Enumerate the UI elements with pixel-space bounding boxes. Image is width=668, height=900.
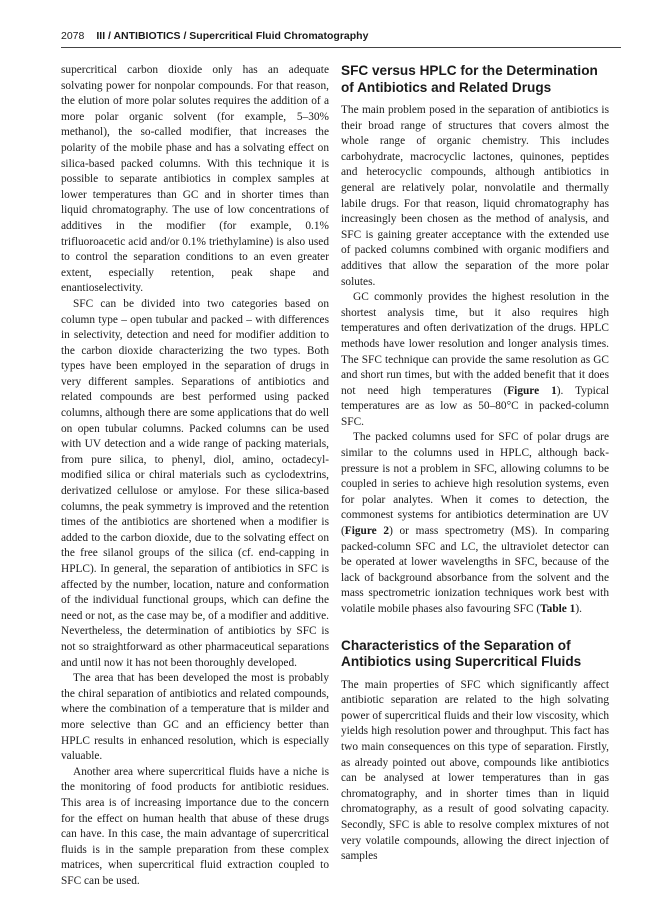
header-rule: [61, 47, 621, 48]
paragraph: supercritical carbon dioxide only has an adequate solvating power for nonpolar compounds. For that reason, the elution of more polar solutes requires the addition of a more polar organic solvent (for example, 5–30% methanol), the so-called modifier, that increases the polarity of the mobile phase and has a solvating effect on silica-based packed columns. With this technique it is possible to separate antibiotics in complex samples at lower temperatures than GC and in shorter times than liquid chromatography. The use of low concentrations of additives in the modifier (for example, 0.1% trifluoroacetic acid and/or 0.1% triethylamine) is also used to control the separation conditions to an even greater extent, especially retention, peak shape and enantioselectivity.: [61, 64, 329, 295]
text-run: ). Typical temperatures are as low as 50–80°C in packed-column SFC.: [341, 384, 609, 428]
text-run: ).: [575, 603, 582, 615]
left-column: [61, 63, 329, 889]
paragraph: The main properties of SFC which significantly affect antibiotic separation are related to the high solvating power of supercritical fluids and their low viscosity, which yields high resolution power and throughput. This fact has two main consequences on this type of separation. Firstly, as already pointed out above, compounds like antibiotics can be analysed at lower temperatures than in gas chromatography, and in shorter times than in liquid chromatography, as a result of good solvating capacity. Secondly, SFC is able to resolve complex mixtures of not very volatile compounds, allowing the direct injection of samples: [341, 678, 609, 863]
paragraph: [341, 290, 609, 430]
running-head: [61, 30, 621, 42]
paragraph: Another area where supercritical fluids have a niche is the monitoring of food products for antibiotic residues. This area is of increasing importance due to the concern for the effect on human health that abuse of these drugs can have. In this case, the main advantage of supercritical fluids is in the sample preparation from these complex matrices, when supercritical fluid extraction coupled to SFC can be used.: [61, 765, 329, 887]
section-heading: Characteristics of the Separation of Antibiotics using Supercritical Fluids: [341, 637, 582, 670]
page-number: 2078: [61, 30, 85, 42]
figure-reference: Figure 2: [344, 525, 390, 538]
figure-reference: Figure 1: [507, 384, 557, 397]
running-title: III / ANTIBIOTICS / Supercritical Fluid Chromatography: [96, 30, 369, 42]
text-run: The packed columns used for SFC of polar drugs are similar to the columns used in HPLC, although back-pressure is not a problem in SFC, allowing columns to be coupled in series to achieve high resolution systems, even for polar analytes. When it comes to detection, the commonest systems for antibiotics determination are UV (: [341, 431, 609, 538]
paragraph: The area that has been developed the most is probably the chiral separation of antibiotics and related compounds, where the combination of a temperature that is milder and more selective than GC and an efficiency better than HPLC results in enhanced resolution, which is especially valuable.: [61, 672, 329, 763]
paragraph: [341, 430, 609, 617]
table-reference: Table 1: [540, 603, 576, 615]
section-heading: SFC versus HPLC for the Determination of Antibiotics and Related Drugs: [341, 63, 598, 95]
text-run: ) or mass spectrometry (MS). In comparing packed-column SFC and LC, the ultraviolet detector can be operated at lower wavelengths in SFC, because of the lack of background absorbance from the solvent and the mass spectrometric ionization techniques work best with volatile mobile phases also favouring SFC (: [341, 525, 609, 615]
right-column: [341, 63, 609, 865]
text-run: GC commonly provides the highest resolution in the shortest analysis time, but it also requires high temperatures and often derivatization of the drugs. HPLC methods have lower resolution and longer analysis times. The SFC technique can provide the same resolution as GC and short run times, but with the added benefit that it does not need high temperatures (: [341, 291, 609, 397]
paragraph: The main problem posed in the separation of antibiotics is their broad range of structures that covers almost the whole range of organic chemistry. This includes carbohydrate, macrocyclic lactones, quinones, peptides and heterocyclic compounds, although antibiotics in general are relatively polar, nonvolatile and thermally labile drugs. For that reason, liquid chromatography has increasingly been chosen as the method of analysis, and SFC is gaining greater acceptance with the extended use of packed columns combined with organic modifiers and additives that allow the separation of the more polar solutes.: [341, 104, 609, 288]
paragraph: SFC can be divided into two categories based on column type – open tubular and packed – with differences in selectivity, detection and need for modifier addition to the carbon dioxide characterizing the two types. Both types have been employed in the separation of drugs in very different samples. Separations of antibiotics and related compounds are best performed using packed columns, although there are some applications that do well on open tubular columns. Packed columns can be used with UV detection and a wide range of packing materials, from pure silica, to phenyl, diol, amino, octadecyl-modified silica or chiral materials such as cyclodextrins, derivatized cellulose or amylose. For these silica-based columns, the peak symmetry is improved and the retention times of the antibiotics are shortened when a modifier is added to the carbon dioxide, due to the solvating effect on the free silanol groups of the silica (cf. end-capping in HPLC). In general, the separation of antibiotics in SFC is affected by the number, location, nature and conformation of the individual functional groups, which can define the need or not, as the case may be, of a modifier and additive. Nevertheless, the determination of antibiotics by SFC is not so straightforward as other pharmaceutical separations and until now it has not been thoroughly developed.: [61, 297, 329, 669]
